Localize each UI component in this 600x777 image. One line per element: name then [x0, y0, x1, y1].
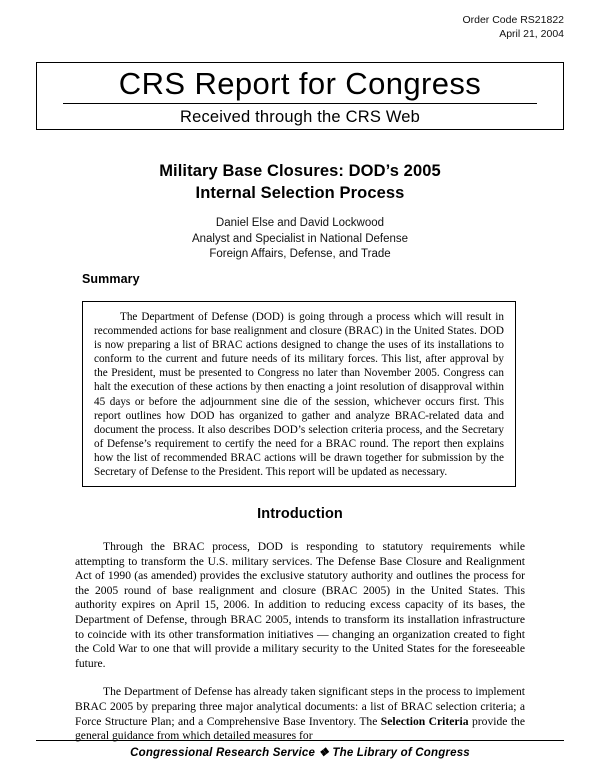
- author-division: Foreign Affairs, Defense, and Trade: [209, 248, 391, 260]
- banner-subtitle: Received through the CRS Web: [179, 108, 421, 126]
- summary-text: The Department of Defense (DOD) is going through a process which will result in recommended actions for base realignment and closure (BRAC) in the United States. DOD is now preparing a list of BRAC actions designed to change the uses of its installations to conform to the current and future needs of its military forces. This list, after approval by the President, must be presented to Congress no later than November 2005. Congress can halt the execution of these actions by then enacting a joint resolution of disapproval within 45 days or before the adjournment sine die of the session, whichever occurs first. This report outlines how DOD has organized to gather and analyze BRAC-related data and document the process. It also describes DOD’s selection criteria process, and the Secretary of Defense’s requirement to certify the need for a BRAC round. The report then explains how the list of recommended BRAC actions will be drawn together for submission by the Secretary of Defense to the President. This report will be updated as necessary.: [94, 311, 504, 479]
- order-code: Order Code RS21822: [462, 14, 564, 26]
- footer-divider: [36, 740, 564, 741]
- banner-title: CRS Report for Congress: [118, 66, 482, 101]
- page-title: [60, 160, 540, 204]
- intro-paragraph-2: [75, 685, 525, 743]
- intro-paragraph-2-tail: provide the general guidance from which detailed measures for: [75, 714, 525, 743]
- intro-paragraph-2-lead: The Department of Defense has already taken significant steps in the process to implement BRAC 2005 by preparing three major analytical documents: a list of BRAC selection criteria; a Force Structure Plan; and a Comprehensive Base Inventory. The: [75, 685, 525, 728]
- author-roles: Analyst and Specialist in National Defense: [191, 232, 409, 245]
- banner-divider: [63, 103, 537, 104]
- order-code-block: [462, 13, 564, 41]
- author-block: [60, 216, 540, 263]
- summary-box: [82, 301, 516, 487]
- footer-text: Congressional Research Service ❖ The Library of Congress: [130, 747, 470, 759]
- summary-heading: Summary: [82, 272, 140, 286]
- intro-paragraph-1: Through the BRAC process, DOD is responding to statutory requirements while attempting to transform the U.S. military services. The Defense Base Closure and Realignment Act of 1990 (as amended) provides the exclusive statutory authority and outlines the process for the 2005 round of base realignment and closure (BRAC 2005) in the United States. This authority expires on April 15, 2006. In addition to reducing excess capacity of its bases, the Department of Defense, through BRAC 2005, intends to transform its installation infrastructure to coincide with its other transformation initiatives — changing an organization created to fight the Cold War to one that will provide a military security to the United States for the foreseeable future.: [75, 540, 525, 670]
- crs-banner: [36, 62, 564, 130]
- author-names: Daniel Else and David Lockwood: [215, 217, 385, 229]
- report-date: April 21, 2004: [499, 28, 564, 40]
- selection-criteria-term: Selection Criteria: [380, 714, 469, 728]
- page-title-line-1: Military Base Closures: DOD’s 2005: [159, 162, 441, 180]
- page-title-line-2: Internal Selection Process: [195, 184, 405, 202]
- introduction-heading: Introduction: [257, 506, 343, 522]
- body-content: [75, 540, 525, 744]
